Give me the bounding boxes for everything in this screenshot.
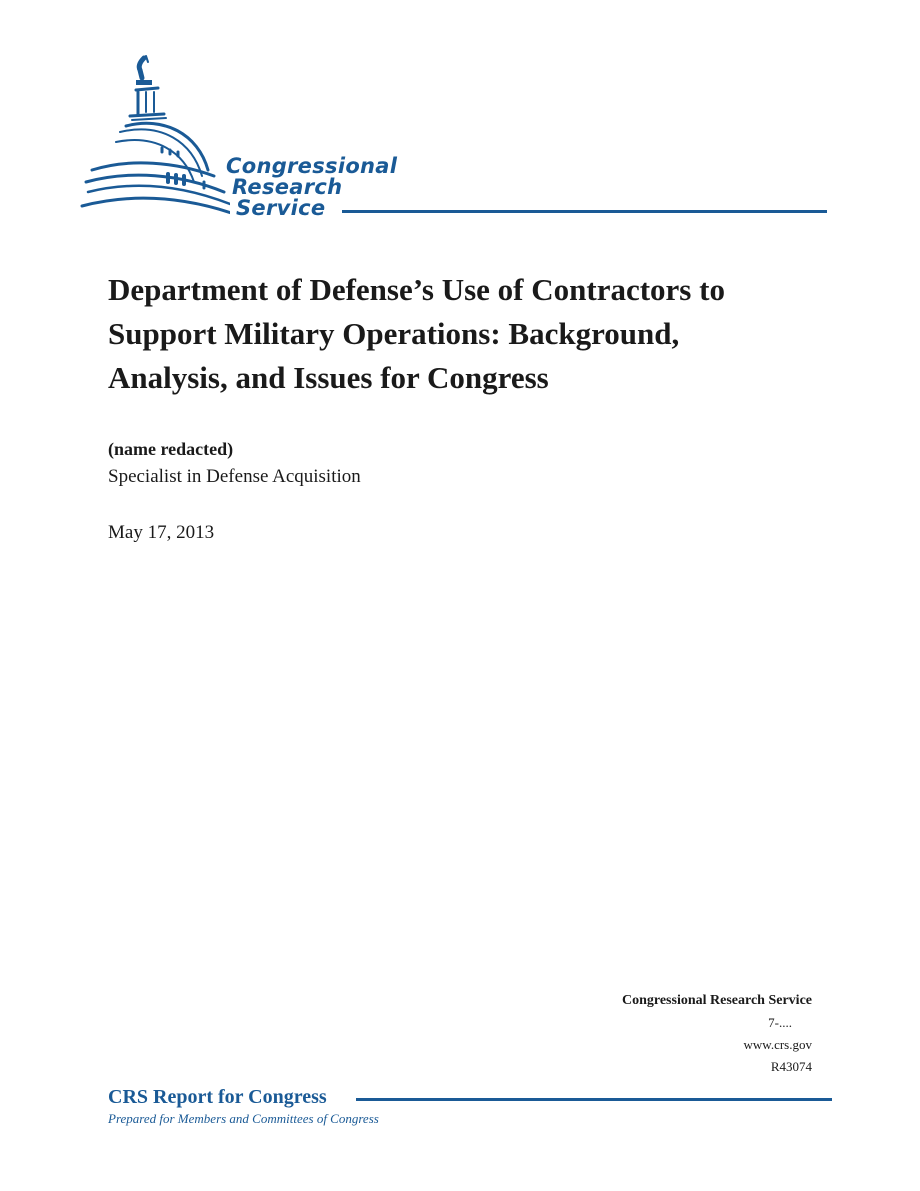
- logo-line-service: Service: [236, 196, 326, 220]
- author-role: Specialist in Defense Acquisition: [108, 466, 361, 487]
- footer-title: CRS Report for Congress: [108, 1086, 327, 1108]
- publisher-code: 7-....: [768, 1015, 792, 1030]
- title-line-1: Department of Defense’s Use of Contractors to: [108, 272, 725, 307]
- logo-divider: [342, 210, 827, 213]
- crs-logo: [80, 52, 840, 232]
- logo-line-research: Research: [232, 175, 343, 199]
- report-title: [108, 268, 838, 400]
- footer-divider: [356, 1098, 832, 1101]
- footer-subtitle: Prepared for Members and Committees of Congress: [108, 1111, 379, 1126]
- report-number: R43074: [770, 1059, 812, 1074]
- author-name: (name redacted): [108, 439, 234, 459]
- title-line-2: Support Military Operations: Background,: [108, 316, 680, 351]
- title-line-3: Analysis, and Issues for Congress: [108, 360, 549, 395]
- capitol-dome-icon: [80, 52, 230, 222]
- publisher-block: [492, 990, 812, 1078]
- publisher-org: Congressional Research Service: [621, 993, 812, 1008]
- report-date: May 17, 2013: [108, 522, 215, 543]
- logo-line-congressional: Congressional: [226, 154, 398, 178]
- publisher-url[interactable]: www.crs.gov: [743, 1037, 812, 1052]
